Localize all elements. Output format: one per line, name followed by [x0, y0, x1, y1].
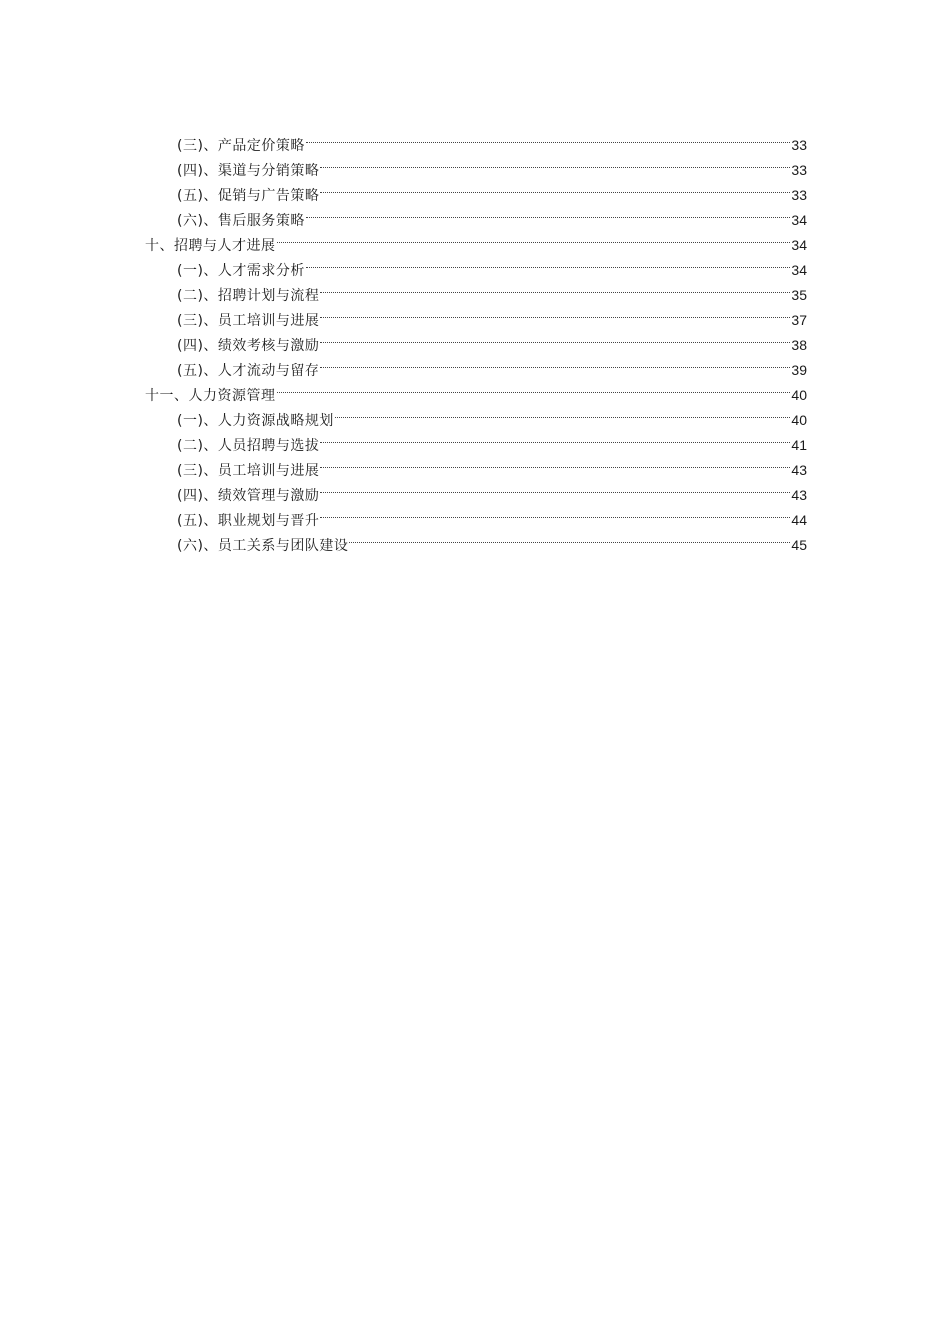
table-of-contents — [145, 125, 807, 554]
toc-entry-title: (三)、产品定价策略 — [177, 138, 305, 154]
toc-dot-leader — [306, 250, 790, 275]
toc-page-number: 38 — [791, 337, 807, 353]
toc-entry-title: (一)、人力资源战略规划 — [177, 413, 334, 429]
toc-entry-title: (四)、绩效管理与激励 — [177, 488, 320, 504]
toc-page-number: 33 — [791, 187, 807, 203]
toc-entry-title: (五)、职业规划与晋升 — [177, 513, 320, 529]
toc-dot-leader — [277, 225, 791, 250]
toc-page-number: 37 — [791, 312, 807, 328]
toc-entry-title: (三)、员工培训与进展 — [177, 313, 320, 329]
toc-dot-leader — [335, 400, 790, 425]
toc-page-number: 43 — [791, 462, 807, 478]
toc-page-number: 43 — [791, 487, 807, 503]
toc-dot-leader — [320, 300, 790, 325]
toc-entry-title: (二)、人员招聘与选拔 — [177, 438, 320, 454]
toc-page-number: 33 — [791, 137, 807, 153]
toc-page-number: 41 — [791, 437, 807, 453]
toc-entry[interactable] — [145, 125, 807, 154]
toc-entry-title: (五)、人才流动与留存 — [177, 363, 320, 379]
toc-dot-leader — [320, 150, 790, 175]
toc-dot-leader — [349, 525, 790, 550]
toc-dot-leader — [320, 350, 790, 375]
toc-dot-leader — [320, 275, 790, 300]
toc-page-number: 40 — [791, 412, 807, 428]
toc-entry-title: (六)、员工关系与团队建设 — [177, 538, 349, 554]
toc-dot-leader — [306, 125, 790, 150]
toc-dot-leader — [320, 425, 790, 450]
toc-dot-leader — [306, 200, 790, 225]
toc-dot-leader — [277, 375, 791, 400]
toc-dot-leader — [320, 325, 790, 350]
toc-entry-title: (二)、招聘计划与流程 — [177, 288, 320, 304]
toc-page-number: 34 — [791, 262, 807, 278]
toc-page-number: 39 — [791, 362, 807, 378]
toc-entry-title: (四)、绩效考核与激励 — [177, 338, 320, 354]
toc-entry-title: 十、招聘与人才进展 — [145, 238, 276, 254]
toc-dot-leader — [320, 450, 790, 475]
toc-page-number: 45 — [791, 537, 807, 553]
toc-page-number: 40 — [791, 387, 807, 403]
toc-page-number: 34 — [791, 212, 807, 228]
toc-entry-title: (一)、人才需求分析 — [177, 263, 305, 279]
toc-entry-title: 十一、人力资源管理 — [145, 388, 276, 404]
toc-entry-title: (四)、渠道与分销策略 — [177, 163, 320, 179]
toc-page-number: 35 — [791, 287, 807, 303]
toc-dot-leader — [320, 175, 790, 200]
toc-page-number: 33 — [791, 162, 807, 178]
toc-entry-title: (六)、售后服务策略 — [177, 213, 305, 229]
toc-dot-leader — [320, 475, 790, 500]
toc-entry-title: (五)、促销与广告策略 — [177, 188, 320, 204]
toc-page-number: 44 — [791, 512, 807, 528]
toc-dot-leader — [320, 500, 790, 525]
toc-page-number: 34 — [791, 237, 807, 253]
toc-entry-title: (三)、员工培训与进展 — [177, 463, 320, 479]
